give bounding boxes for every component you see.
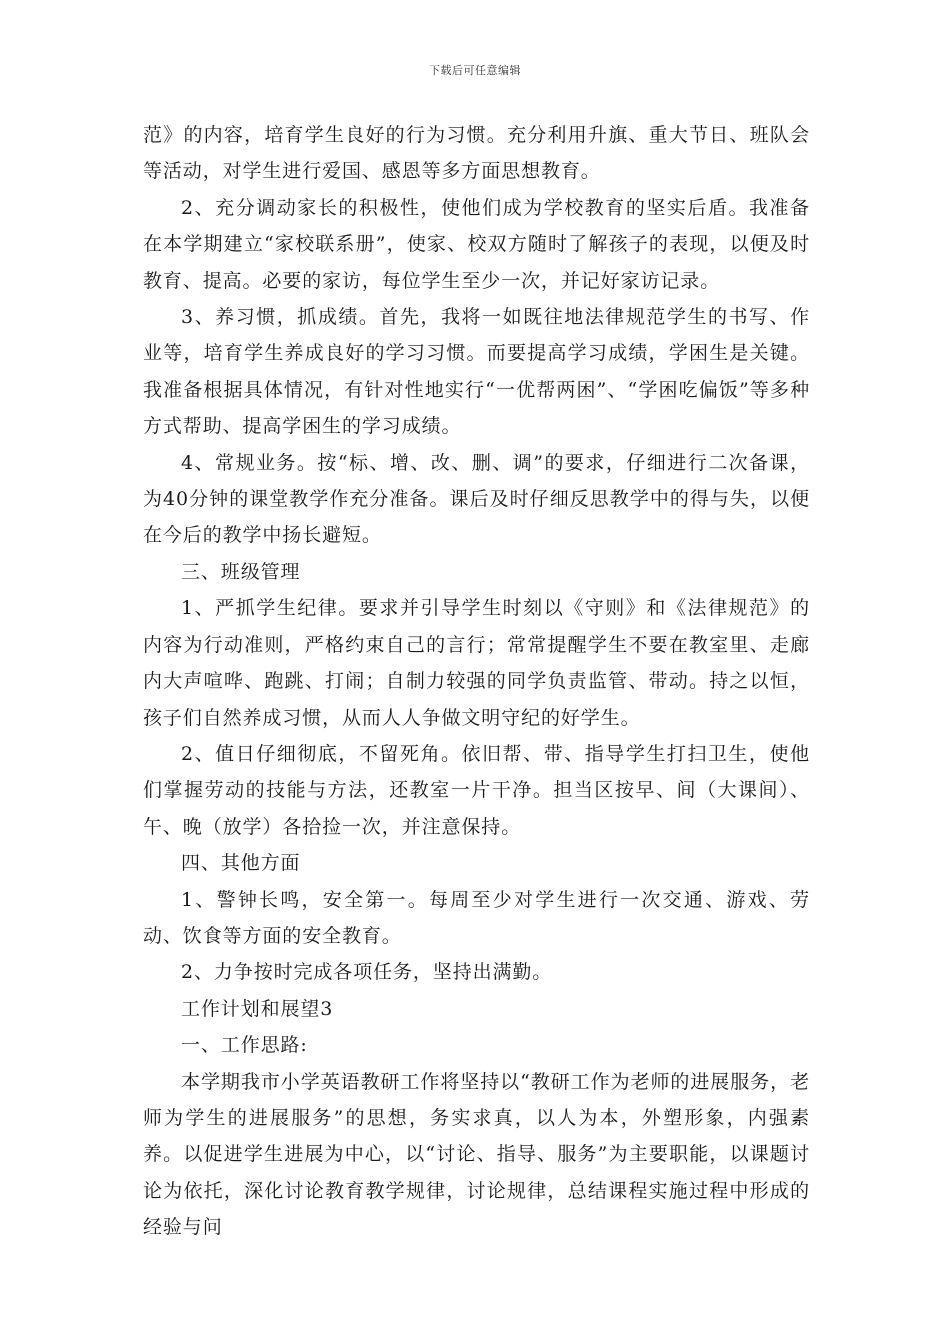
paragraph-duty: 2、值日仔细彻底，不留死角。依旧帮、带、指导学生打扫卫生，使他们掌握劳动的技能与方法，还教室一片干净。担当区按早、间（大课间）、午、晚（放学）各拾捡一次，并注意保持。 [143, 742, 810, 838]
paragraph-safety: 1、警钟长鸣，安全第一。每周至少对学生进行一次交通、游戏、劳动、饮食等方面的安全教育。 [143, 888, 810, 947]
paragraph-item-3-habits: 3、养习惯，抓成绩。首先，我将一如既往地法律规范学生的书写、作业等，培育学生养成良好的学习习惯。而要提高学习成绩，学困生是关键。我准备根据具体情况，有针对性地实行“一优帮两困”、“学困吃偏饭”等多种方式帮助、提高学困生的学习成绩。 [143, 306, 810, 438]
plan-title: 工作计划和展望3 [181, 997, 334, 1020]
page-header: 下载后可任意编辑 [429, 64, 521, 77]
paragraph-attendance: 2、力争按时完成各项任务，坚持出满勤。 [181, 961, 553, 984]
paragraph-discipline: 1、严抓学生纪律。要求并引导学生时刻以《守则》和《法律规范》的内容为行动准则，严格约束自己的言行；常常提醒学生不要在教室里、走廊内大声喧哗、跑跳、打闹；自制力较强的同学负责监管、带动。持之以恒，孩子们自然养成习惯，从而人人争做文明守纪的好学生。 [143, 597, 810, 729]
section-heading-work-ideas: 一、工作思路: [181, 1034, 308, 1057]
paragraph-continuation: 范》的内容，培育学生良好的行为习惯。充分利用升旗、重大节日、班队会等活动，对学生进行爱国、感恩等多方面思想教育。 [143, 124, 810, 183]
document-body [143, 117, 810, 1246]
paragraph-work-ideas: 本学期我市小学英语教研工作将坚持以“教研工作为老师的进展服务，老师为学生的进展服务”的思想，务实求真，以人为本，外塑形象，内强素养。以促进学生进展为中心，以“讨论、指导、服务”为主要职能，以课题讨论为依托，深化讨论教育教学规律，讨论规律，总结课程实施过程中形成的经验与问 [143, 1070, 810, 1239]
section-heading-class-management: 三、班级管理 [181, 560, 301, 583]
section-heading-other: 四、其他方面 [181, 852, 301, 875]
paragraph-item-2-parents: 2、充分调动家长的积极性，使他们成为学校教育的坚实后盾。我准备在本学期建立“家校联系册”，使家、校双方随时了解孩子的表现，以便及时教育、提高。必要的家访，每位学生至少一次，并记好家访记录。 [143, 196, 810, 292]
paragraph-item-4-routine: 4、常规业务。按“标、增、改、删、调”的要求，仔细进行二次备课，为40分钟的课堂教学作充分准备。课后及时仔细反思教学中的得与失，以便在今后的教学中扬长避短。 [143, 451, 810, 547]
